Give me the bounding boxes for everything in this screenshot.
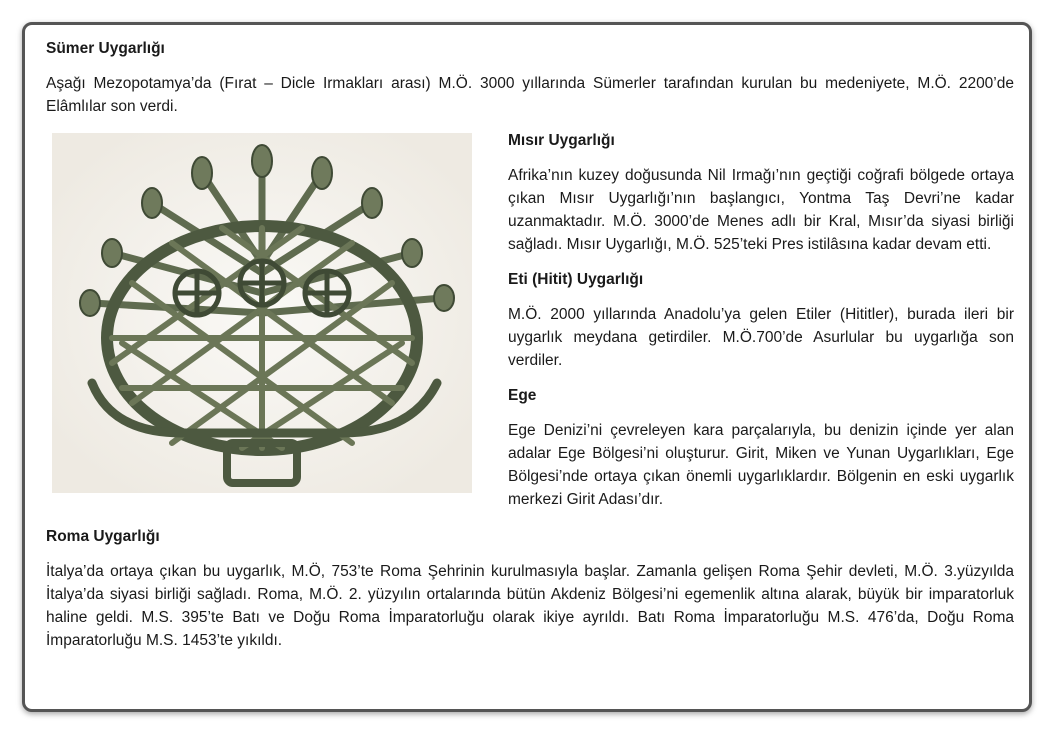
roma-paragraph: İtalya’da ortaya çıkan bu uygarlık, M.Ö, 753’te Roma Şehrinin kurulmasıyla başlar. Zamanla gelişen Roma Şehir devleti, M.Ö. 3.yüzyılda İtalya’da siyasi birliği sağladı. Roma, M.Ö. 2. yüzyılın ortalarında bütün Akdeniz Bölgesi’ni egemenlik altına alarak, büyük bir imparatorluk haline geldi. M.S. 395’te Batı ve Doğu Roma İmparatorluğu olarak ikiye ayrıldı. Batı Roma İmparatorluğu M.S. 476’da, Doğu Roma İmparatorluğu M.S. 1453’te yıkıldı.	[46, 563, 1014, 649]
misir-heading: Mısır Uygarlığı	[508, 132, 615, 149]
roma-heading: Roma Uygarlığı	[46, 528, 160, 545]
article-content	[46, 37, 1014, 652]
ege-heading: Ege	[508, 387, 537, 404]
hittite-sun-disk-icon	[52, 133, 472, 493]
hittite-sun-disk-image	[52, 133, 472, 493]
article-card	[22, 22, 1032, 712]
ege-paragraph: Ege Denizi’ni çevreleyen kara parçalarıyla, bu denizin içinde yer alan adalar Ege Bölgesi’ni oluşturur. Girit, Miken ve Yunan Uygarlıkları, Ege Bölgesi’nde ortaya çıkan önemli uygarlıklardır. Bölgenin en eski uygarlık merkezi Girit Adası’dır.	[508, 422, 1014, 508]
sumer-heading: Sümer Uygarlığı	[46, 40, 165, 57]
misir-paragraph: Afrika’nın kuzey doğusunda Nil Irmağı’nın geçtiği coğrafi bölgede ortaya çıkan Mısır Uygarlığı’nın başlangıcı, Yontma Taş Devri’ne kadar uzanmaktadır. M.Ö. 3000’de Menes adlı bir Kral, Mısır’da siyasi birliği sağladı. Mısır Uygarlığı, M.Ö. 525’teki Pres istilâsına kadar devam etti.	[508, 167, 1014, 253]
eti-heading: Eti (Hitit) Uygarlığı	[508, 271, 644, 288]
eti-paragraph: M.Ö. 2000 yıllarında Anadolu’ya gelen Etiler (Hititler), burada ileri bir uygarlık meydana getirdiler. M.Ö.700’de Asurlular bu uygarlığa son verdiler.	[508, 306, 1014, 369]
sumer-paragraph: Aşağı Mezopotamya’da (Fırat – Dicle Irmakları arası) M.Ö. 3000 yıllarında Sümerler tarafından kurulan bu medeniyete, M.Ö. 2200’de Elâmlılar son verdi.	[46, 75, 1014, 115]
